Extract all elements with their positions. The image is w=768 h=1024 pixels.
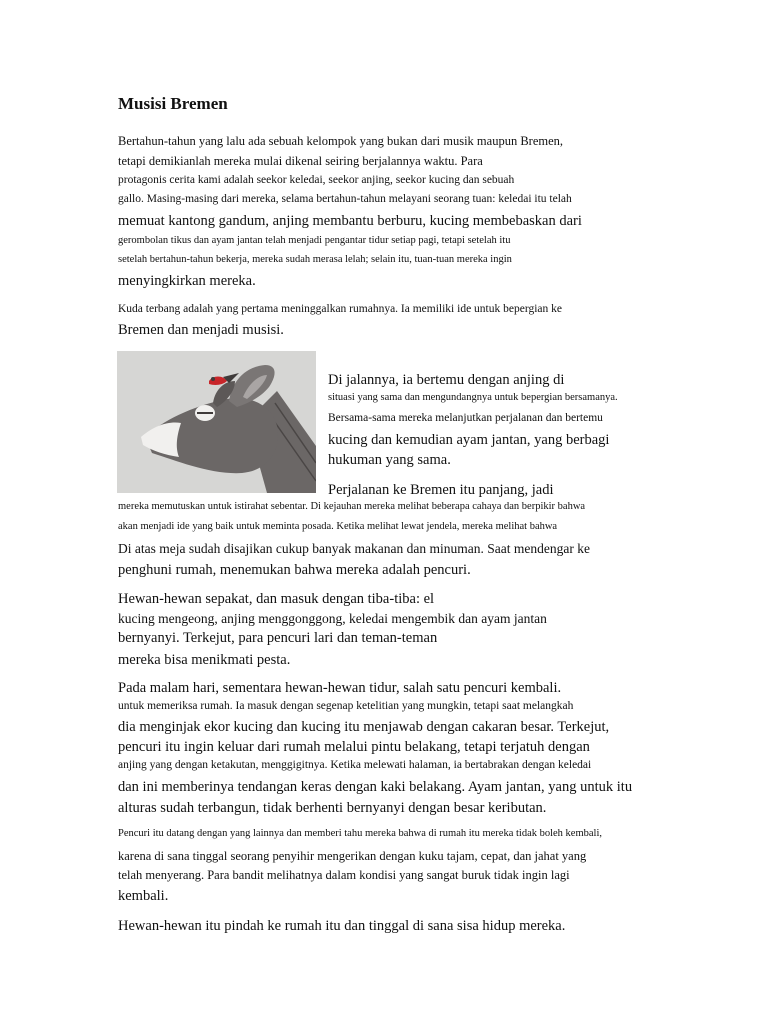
text-line: untuk memeriksa rumah. Ia masuk dengan segenap ketelitian yang mungkin, tetapi saat melangkah — [118, 700, 574, 712]
text-line: Pada malam hari, sementara hewan-hewan tidur, salah satu pencuri kembali. — [118, 680, 562, 696]
text-line: menyingkirkan mereka. — [118, 273, 256, 289]
text-line: anjing yang dengan ketakutan, menggigitnya. Ketika melewati halaman, ia bertabrakan dengan keledai — [118, 759, 592, 771]
text-line: bernyanyi. Terkejut, para pencuri lari dan teman-teman — [118, 630, 438, 646]
text-line: Di atas meja sudah disajikan cukup banyak makanan dan minuman. Saat mendengar ke — [118, 541, 590, 556]
text-line: Bersama-sama mereka melanjutkan perjalanan dan bertemu — [328, 412, 603, 424]
text-line: Di jalannya, ia bertemu dengan anjing di — [328, 372, 565, 388]
text-line: Perjalanan ke Bremen itu panjang, jadi — [328, 482, 554, 498]
text-line: gallo. Masing-masing dari mereka, selama bertahun-tahun melayani seorang tuan: keledai itu telah — [118, 193, 572, 205]
text-line: dan ini memberinya tendangan keras dengan kaki belakang. Ayam jantan, yang untuk itu — [118, 779, 633, 795]
text-line: setelah bertahun-tahun bekerja, mereka sudah merasa lelah; selain itu, tuan-tuan mereka ingin — [118, 254, 512, 265]
text-line: Bertahun-tahun yang lalu ada sebuah kelompok yang bukan dari musik maupun Bremen, — [118, 134, 564, 148]
text-line: telah menyerang. Para bandit melihatnya dalam kondisi yang sangat buruk tidak ingin lagi — [118, 868, 570, 882]
text-line: protagonis cerita kami adalah seekor keledai, seekor anjing, seekor kucing dan sebuah — [118, 174, 515, 186]
text-line: Pencuri itu datang dengan yang lainnya dan memberi tahu mereka bahwa di rumah itu mereka tidak boleh kembali, — [118, 828, 603, 839]
text-line: kembali. — [118, 888, 169, 904]
text-line: Bremen dan menjadi musisi. — [118, 322, 284, 338]
text-line: karena di sana tinggal seorang penyihir mengerikan dengan kuku tajam, cepat, dan jahat yang — [118, 849, 587, 863]
text-line: pencuri itu ingin keluar dari rumah melalui pintu belakang, tetapi terjatuh dengan — [118, 739, 590, 755]
text-line: gerombolan tikus dan ayam jantan telah menjadi pengantar tidur setiap pagi, tetapi setelah itu — [118, 235, 511, 246]
text-line: penghuni rumah, menemukan bahwa mereka adalah pencuri. — [118, 562, 471, 578]
text-line: akan menjadi ide yang baik untuk meminta posada. Ketika melihat lewat jendela, mereka melihat bahwa — [118, 521, 558, 532]
text-line: hukuman yang sama. — [328, 452, 451, 468]
page-title: Musisi Bremen — [118, 94, 228, 113]
text-line: Hewan-hewan sepakat, dan masuk dengan tiba-tiba: el — [118, 591, 435, 607]
text-line: kucing dan kemudian ayam jantan, yang berbagi — [328, 432, 610, 448]
text-line: tetapi demikianlah mereka mulai dikenal seiring berjalannya waktu. Para — [118, 154, 483, 168]
text-line: mereka bisa menikmati pesta. — [118, 652, 291, 668]
text-line: situasi yang sama dan mengundangnya untuk bepergian bersamanya. — [328, 392, 618, 403]
donkey-illustration — [117, 351, 316, 493]
donkey-image — [117, 351, 316, 493]
text-line: kucing mengeong, anjing menggonggong, keledai mengembik dan ayam jantan — [118, 611, 547, 626]
text-line: dia menginjak ekor kucing dan kucing itu menjawab dengan cakaran besar. Terkejut, — [118, 719, 610, 735]
text-line: alturas sudah terbangun, tidak berhenti bernyanyi dengan besar keributan. — [118, 800, 547, 816]
text-line: mereka memutuskan untuk istirahat sebentar. Di kejauhan mereka melihat beberapa cahaya dan berpikir bahwa — [118, 501, 586, 512]
text-line: Hewan-hewan itu pindah ke rumah itu dan tinggal di sana sisa hidup mereka. — [118, 918, 566, 934]
text-line: memuat kantong gandum, anjing membantu berburu, kucing membebaskan dari — [118, 213, 582, 229]
text-line: Kuda terbang adalah yang pertama meninggalkan rumahnya. Ia memiliki ide untuk bepergian ke — [118, 303, 562, 315]
